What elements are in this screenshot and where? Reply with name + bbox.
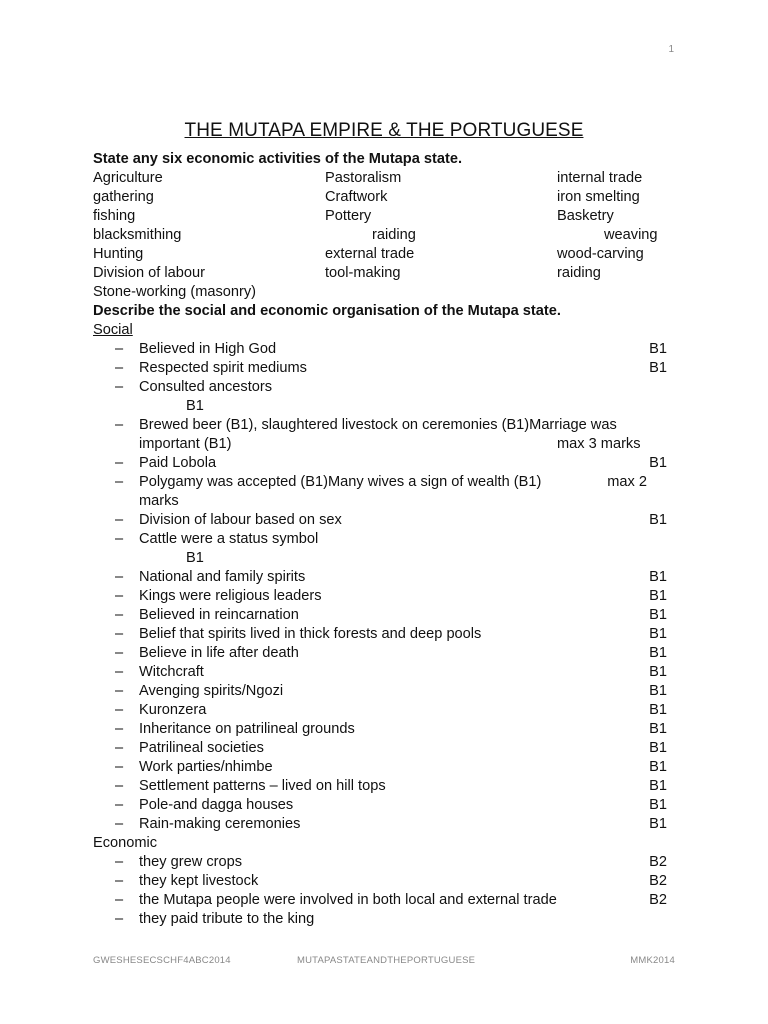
economic-list [93, 853, 683, 929]
mark-value: B1 [649, 626, 667, 642]
item-text: Belief that spirits lived in thick forests and deep pools [139, 626, 482, 642]
activity-cell: iron smelting [557, 189, 640, 205]
dash-bullet: – [115, 778, 124, 794]
footer-right: MMK2014 [630, 955, 675, 966]
item-text: Pole-and dagga houses [139, 797, 294, 813]
mark-value: B1 [649, 664, 667, 680]
dash-bullet: – [115, 417, 124, 433]
dash-bullet: – [115, 569, 124, 585]
dash-bullet: – [115, 797, 124, 813]
section-label-economic: Economic [93, 835, 158, 851]
mark-value: B2 [649, 873, 667, 889]
activity-cell: raiding [372, 227, 416, 243]
dash-bullet: – [115, 626, 124, 642]
item-text: Believed in High God [139, 341, 277, 357]
activity-cell: weaving [604, 227, 658, 243]
dash-bullet: – [115, 607, 124, 623]
list-item [93, 530, 683, 568]
list-item [93, 416, 683, 454]
list-item [93, 758, 683, 777]
list-item [93, 720, 683, 739]
section-label-social: Social [93, 322, 133, 338]
mark-value: B1 [649, 360, 667, 376]
list-item [93, 568, 683, 587]
activity-cell: wood-carving [557, 246, 644, 262]
list-item [93, 739, 683, 758]
mark-value: B1 [649, 816, 667, 832]
item-text: Respected spirit mediums [139, 360, 307, 376]
activity-cell: fishing [93, 208, 136, 224]
dash-bullet: – [115, 873, 124, 889]
activity-cell: tool-making [325, 265, 401, 281]
question-heading-organisation: Describe the social and economic organisation of the Mutapa state. [93, 303, 561, 319]
item-text: Rain-making ceremonies [139, 816, 301, 832]
activity-cell: Basketry [557, 208, 614, 224]
activities-row [93, 245, 683, 264]
item-text: Kings were religious leaders [139, 588, 322, 604]
activities-row [93, 169, 683, 188]
mark-value: B2 [649, 854, 667, 870]
footer-center: MUTAPASTATEANDTHEPORTUGUESE [297, 955, 476, 966]
activity-cell: Hunting [93, 246, 144, 262]
list-item [93, 359, 683, 378]
list-item [93, 663, 683, 682]
item-text: they grew crops [139, 854, 243, 870]
mark-value: B1 [649, 455, 667, 471]
max-marks: max 3 marks [557, 436, 641, 452]
list-item [93, 625, 683, 644]
activity-cell: Division of labour [93, 265, 205, 281]
item-text: Cattle were a status symbol [139, 531, 319, 547]
item-text: Work parties/nhimbe [139, 759, 273, 775]
list-item [93, 378, 683, 416]
list-item [93, 644, 683, 663]
list-item [93, 872, 683, 891]
dash-bullet: – [115, 474, 124, 490]
dash-bullet: – [115, 588, 124, 604]
list-item [93, 511, 683, 530]
mark-value: B1 [649, 341, 667, 357]
list-item [93, 340, 683, 359]
max-marks: max 2 [607, 474, 647, 490]
dash-bullet: – [115, 683, 124, 699]
item-text: the Mutapa people were involved in both local and external trade [139, 892, 557, 908]
list-item [93, 473, 683, 511]
item-text: National and family spirits [139, 569, 306, 585]
activity-cell: Craftwork [325, 189, 388, 205]
item-text-continued: important (B1) [139, 436, 232, 452]
dash-bullet: – [115, 645, 124, 661]
item-text-continued: marks [139, 493, 179, 509]
activity-cell: raiding [557, 265, 601, 281]
dash-bullet: – [115, 816, 124, 832]
document-title: THE MUTAPA EMPIRE & THE PORTUGUESE [184, 120, 584, 141]
activity-cell: gathering [93, 189, 154, 205]
dash-bullet: – [115, 702, 124, 718]
item-text: they kept livestock [139, 873, 259, 889]
mark-value: B1 [649, 645, 667, 661]
item-text: Brewed beer (B1), slaughtered livestock on ceremonies (B1)Marriage was [139, 417, 617, 433]
list-item [93, 606, 683, 625]
activity-cell: Pottery [325, 208, 372, 224]
item-text: Consulted ancestors [139, 379, 273, 395]
item-text: Patrilineal societies [139, 740, 264, 756]
mark-value: B1 [649, 588, 667, 604]
item-text: Believed in reincarnation [139, 607, 299, 623]
dash-bullet: – [115, 531, 124, 547]
mark-value: B1 [649, 569, 667, 585]
dash-bullet: – [115, 379, 124, 395]
list-item [93, 910, 683, 929]
list-item [93, 701, 683, 720]
list-item [93, 587, 683, 606]
activities-row [93, 264, 683, 283]
item-text: Settlement patterns – lived on hill tops [139, 778, 386, 794]
dash-bullet: – [115, 721, 124, 737]
activity-cell: internal trade [557, 170, 643, 186]
page-number: 1 [668, 44, 674, 55]
item-text: Inheritance on patrilineal grounds [139, 721, 355, 737]
item-text: Believe in life after death [139, 645, 299, 661]
list-item [93, 777, 683, 796]
mark-value: B1 [649, 797, 667, 813]
item-text: Avenging spirits/Ngozi [139, 683, 284, 699]
mark-value: B1 [649, 702, 667, 718]
mark-value: B1 [649, 721, 667, 737]
mark-value: B1 [649, 759, 667, 775]
dash-bullet: – [115, 512, 124, 528]
dash-bullet: – [115, 455, 124, 471]
item-text: Kuronzera [139, 702, 207, 718]
dash-bullet: – [115, 664, 124, 680]
item-text: Polygamy was accepted (B1)Many wives a sign of wealth (B1) [139, 474, 542, 490]
mark-value: B2 [649, 892, 667, 908]
list-item [93, 682, 683, 701]
item-text: Division of labour based on sex [139, 512, 342, 528]
activity-cell: Pastoralism [325, 170, 402, 186]
dash-bullet: – [115, 740, 124, 756]
mark-value: B1 [649, 607, 667, 623]
mark-value: B1 [649, 778, 667, 794]
list-item [93, 796, 683, 815]
activities-row [93, 188, 683, 207]
activity-cell: blacksmithing [93, 227, 182, 243]
list-item [93, 853, 683, 872]
dash-bullet: – [115, 892, 124, 908]
activity-cell: Agriculture [93, 170, 163, 186]
item-text: they paid tribute to the king [139, 911, 315, 927]
mark-value: B1 [186, 550, 204, 566]
activity-last: Stone-working (masonry) [93, 284, 257, 300]
item-text: Witchcraft [139, 664, 204, 680]
mark-value: B1 [186, 398, 204, 414]
activities-table [93, 169, 683, 302]
list-item [93, 891, 683, 910]
document-body [93, 150, 683, 929]
dash-bullet: – [115, 911, 124, 927]
dash-bullet: – [115, 360, 124, 376]
footer-left: GWESHESECSCHF4ABC2014 [93, 955, 231, 966]
list-item [93, 454, 683, 473]
mark-value: B1 [649, 683, 667, 699]
activities-row [93, 207, 683, 226]
question-heading-activities: State any six economic activities of the Mutapa state. [93, 151, 463, 167]
dash-bullet: – [115, 759, 124, 775]
dash-bullet: – [115, 341, 124, 357]
mark-value: B1 [649, 512, 667, 528]
item-text: Paid Lobola [139, 455, 217, 471]
list-item [93, 815, 683, 834]
mark-value: B1 [649, 740, 667, 756]
activities-row [93, 226, 683, 245]
dash-bullet: – [115, 854, 124, 870]
social-list [93, 340, 683, 834]
activity-cell: external trade [325, 246, 415, 262]
